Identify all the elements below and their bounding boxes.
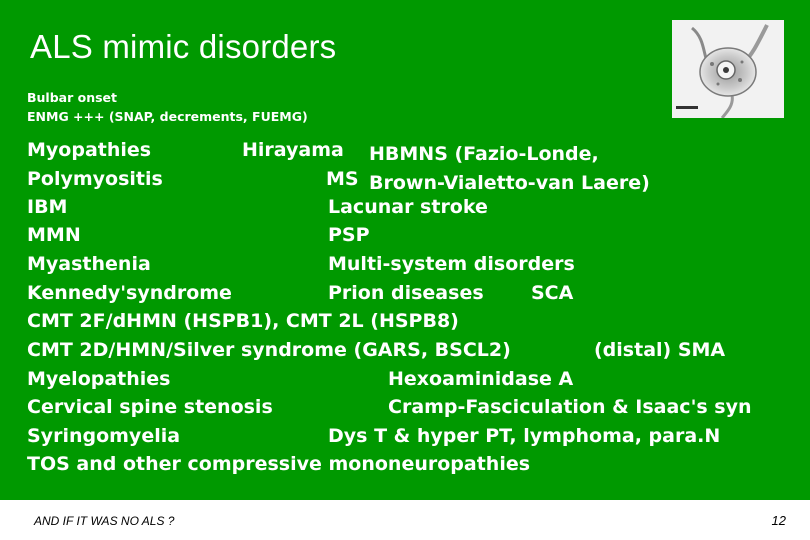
left-item: IBM bbox=[27, 196, 68, 218]
subtitle-line: Bulbar onset bbox=[27, 90, 117, 105]
slide-title: ALS mimic disorders bbox=[30, 28, 337, 65]
lower-right-item: Dys T & hyper PT, lymphoma, para.N bbox=[328, 425, 721, 447]
last-line: TOS and other compressive mononeuropathies bbox=[27, 453, 531, 475]
right-item: Hirayama bbox=[242, 139, 344, 161]
right-item: Prion diseases bbox=[328, 282, 484, 304]
left-item: Myopathies bbox=[27, 139, 152, 161]
distal-sma-item: (distal) SMA bbox=[594, 339, 726, 361]
lower-left-item: Cervical spine stenosis bbox=[27, 396, 273, 418]
right-item: Multi-system disorders bbox=[328, 253, 575, 275]
right-item: PSP bbox=[328, 224, 370, 246]
neuron-micrograph-image bbox=[672, 20, 784, 118]
left-item: Myasthenia bbox=[27, 253, 151, 275]
lower-left-item: Myelopathies bbox=[27, 368, 171, 390]
right-item: MS bbox=[326, 168, 359, 190]
hbmns-line: HBMNS (Fazio-Londe, bbox=[369, 143, 599, 165]
footer bbox=[0, 500, 810, 540]
page-number: 12 bbox=[771, 513, 786, 528]
lower-right-item: Hexoaminidase A bbox=[388, 368, 574, 390]
footer-text: AND IF IT WAS NO ALS ? bbox=[34, 514, 175, 528]
left-item: MMN bbox=[27, 224, 81, 246]
right-item: Lacunar stroke bbox=[328, 196, 488, 218]
full-line: CMT 2D/HMN/Silver syndrome (GARS, BSCL2) bbox=[27, 339, 511, 361]
hbmns-line: Brown-Vialetto-van Laere) bbox=[369, 172, 650, 194]
sca-item: SCA bbox=[531, 282, 574, 304]
full-line: CMT 2F/dHMN (HSPB1), CMT 2L (HSPB8) bbox=[27, 310, 459, 332]
lower-left-item: Syringomyelia bbox=[27, 425, 181, 447]
subtitle-line: ENMG +++ (SNAP, decrements, FUEMG) bbox=[27, 109, 308, 124]
lower-right-item: Cramp-Fasciculation & Isaac's syn bbox=[388, 396, 752, 418]
left-item: Polymyositis bbox=[27, 168, 163, 190]
left-item: Kennedy'syndrome bbox=[27, 282, 232, 304]
